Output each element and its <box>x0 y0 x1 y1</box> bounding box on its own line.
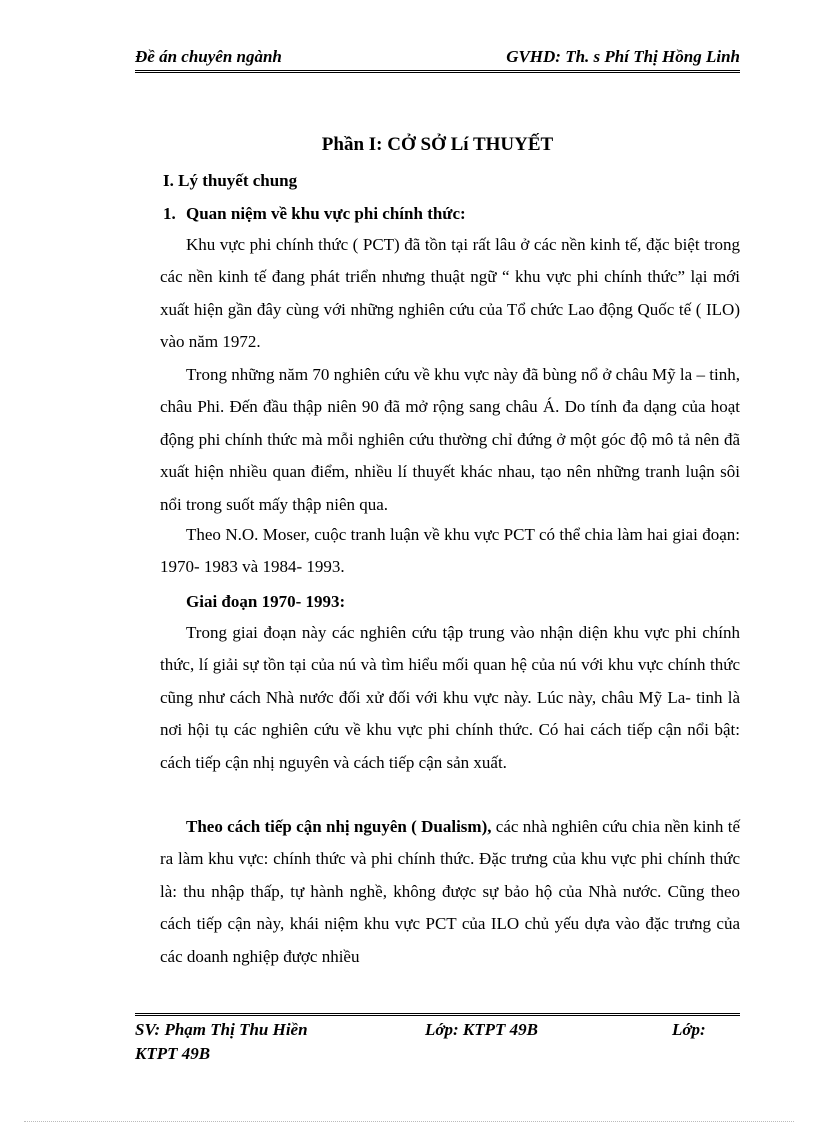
page-footer <box>135 1013 740 1066</box>
subsection-text: Quan niệm về khu vực phi chính thức: <box>186 204 466 223</box>
footer-class: Lớp: KTPT 49B <box>425 1020 538 1039</box>
paragraph-moser: Theo N.O. Moser, cuộc tranh luận về khu vực PCT có thể chia làm hai giai đoạn: 1970- 1983 và 1984- 1993. <box>160 525 740 577</box>
paragraph-dualism <box>160 811 740 973</box>
paragraph-history: Trong những năm 70 nghiên cứu về khu vực này đã bùng nổ ở châu Mỹ la – tinh, châu Phi. Đến đầu thập niên 90 đã mở rộng sang châu Á. Do tính đa dạng của hoạt động phi chính thức mà mỗi nghiên cứu thường chỉ đứng ở một góc độ mô tả nên đã xuất hiện nhiều quan điểm, nhiều lí thuyết khác nhau, tạo nên những tranh luận sôi nổi trong suốt mấy thập niên qua. <box>160 365 740 514</box>
section-heading: I. Lý thuyết chung <box>163 171 298 190</box>
header-course: Đề án chuyên ngành <box>135 47 282 66</box>
footer-class-value: KTPT 49B <box>135 1044 211 1063</box>
phase-heading: Giai đoạn 1970- 1993: <box>186 592 346 611</box>
paragraph-phase: Trong giai đoạn này các nghiên cứu tập trung vào nhận diện khu vực phi chính thức, lí giải sự tồn tại của nú và tìm hiểu mối quan hệ của nú với khu vực chính thức cũng như cách Nhà nước đối xử đối với khu vực này. Lúc này, châu Mỹ La- tinh là nơi hội tụ các nghiên cứu về khu vực phi chính thức. Có hai cách tiếp cận nổi bật: cách tiếp cận nhị nguyên và cách tiếp cận sản xuất. <box>160 623 740 772</box>
subsection-number: 1. <box>163 204 176 223</box>
subsection-heading <box>163 203 466 225</box>
page-title: Phần I: CỞ SỞ Lí THUYẾT <box>321 134 554 155</box>
dualism-lead: Theo cách tiếp cận nhị nguyên ( Dualism), <box>186 817 492 836</box>
paragraph-intro: Khu vực phi chính thức ( PCT) đã tồn tại rất lâu ở các nền kinh tế, đặc biệt trong các nền kinh tế đang phát triển nhưng thuật ngữ “ khu vực phi chính thức” lại mới xuất hiện gần đây cùng với những nghiên cứu của Tổ chức Lao động Quốc tế ( ILO) vào năm 1972. <box>160 235 740 352</box>
footer-student: SV: Phạm Thị Thu Hiền <box>135 1020 308 1039</box>
dualism-text: các nhà nghiên cứu chia nền kinh tế ra làm khu vực: chính thức và phi chính thức. Đặc trưng của khu vực phi chính thức là: thu nhập thấp, tự hành nghề, không được sự bảo hộ của Nhà nước. Cũng theo cách tiếp cận này, khái niệm khu vực PCT của ILO chủ yếu dựa vào đặc trưng của các doanh nghiệp được nhiều <box>160 817 740 966</box>
header-advisor: GVHD: Th. s Phí Thị Hồng Linh <box>506 47 740 66</box>
page-edge-rule <box>24 1121 794 1122</box>
footer-class-label: Lớp: <box>672 1020 706 1039</box>
page-header <box>135 46 740 73</box>
